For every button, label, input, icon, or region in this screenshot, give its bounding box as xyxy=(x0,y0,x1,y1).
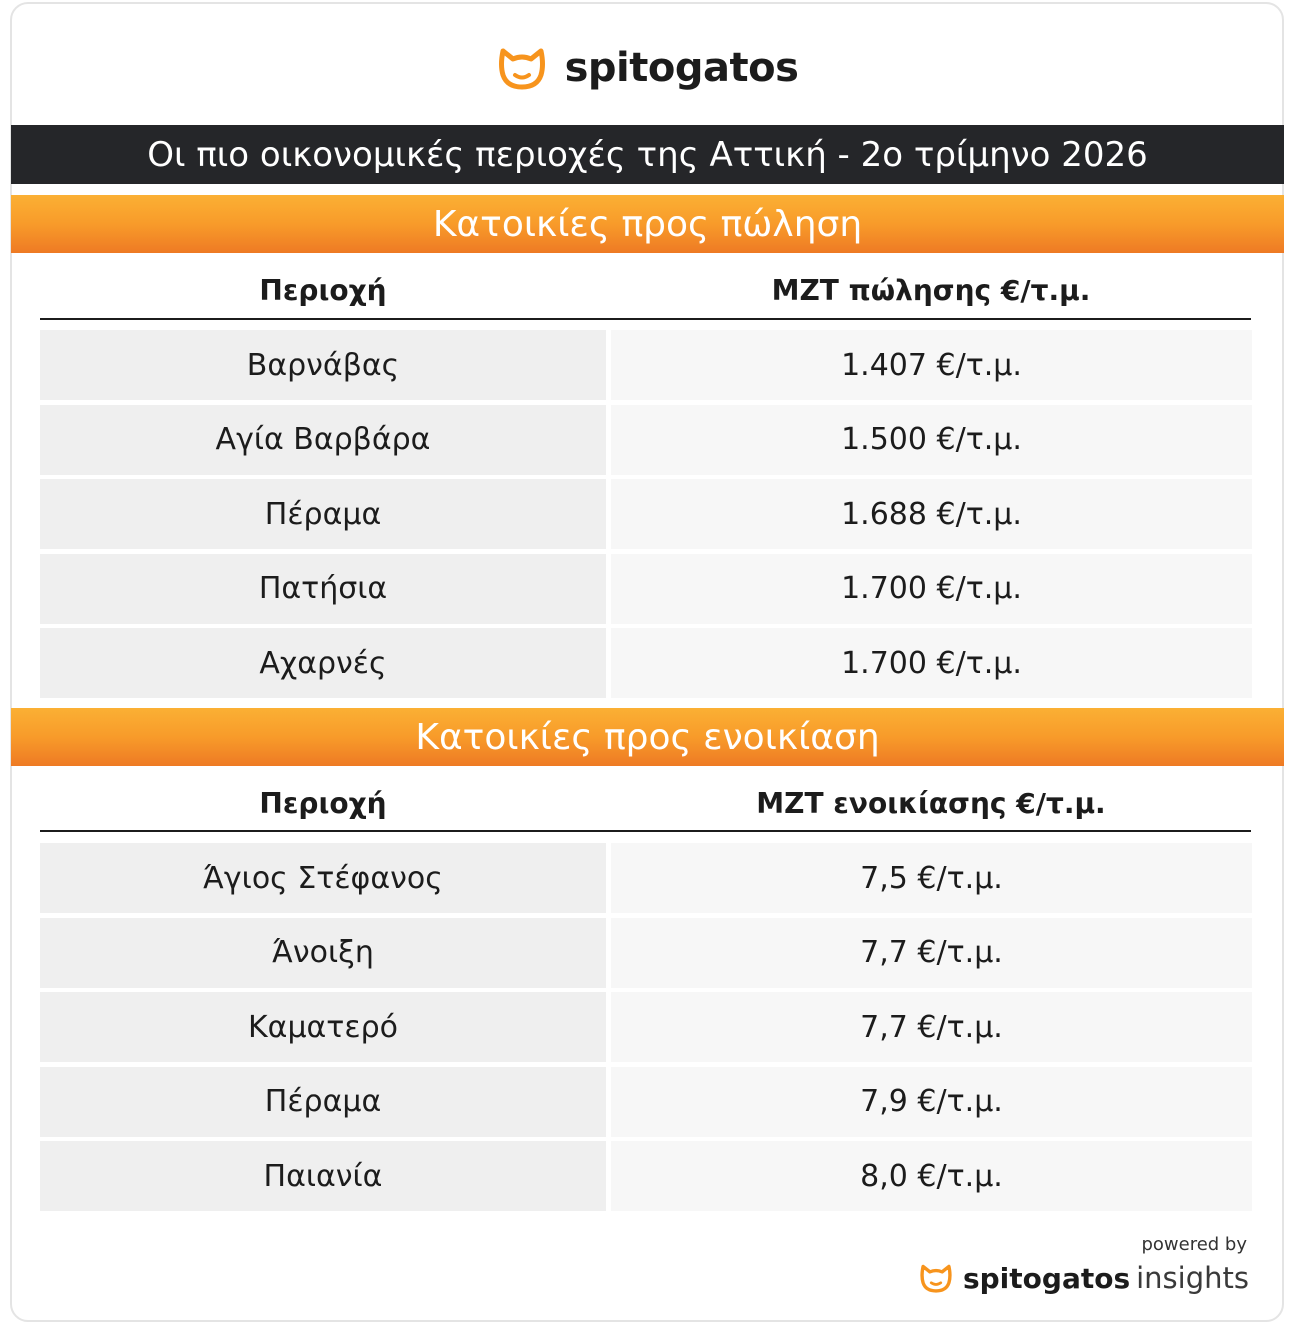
table-row xyxy=(40,479,1252,549)
area-cell: Αγία Βαρβάρα xyxy=(40,405,606,475)
price-cell: 1.407 €/τ.μ. xyxy=(611,330,1252,400)
cat-head-icon xyxy=(497,45,547,91)
sale-table xyxy=(40,330,1252,703)
area-cell: Βαρνάβας xyxy=(40,330,606,400)
area-cell: Αχαρνές xyxy=(40,628,606,698)
price-cell: 1.700 €/τ.μ. xyxy=(611,554,1252,624)
sale-header-divider xyxy=(40,318,1251,320)
table-row xyxy=(40,1067,1252,1137)
sale-section-heading: Κατοικίες προς πώληση xyxy=(11,195,1284,253)
table-row xyxy=(40,554,1252,624)
rent-section-heading: Κατοικίες προς ενοικίαση xyxy=(11,708,1284,766)
rent-col-price-header: ΜΖΤ ενοικίασης €/τ.μ. xyxy=(756,786,1106,820)
table-row xyxy=(40,628,1252,698)
price-cell: 1.500 €/τ.μ. xyxy=(611,405,1252,475)
price-cell: 8,0 €/τ.μ. xyxy=(611,1141,1252,1211)
header-brand xyxy=(0,40,1295,96)
page-title: Οι πιο οικονομικές περιοχές της Αττική - 2ο τρίμηνο 2026 xyxy=(11,125,1284,184)
price-cell: 7,5 €/τ.μ. xyxy=(611,843,1252,913)
table-row xyxy=(40,918,1252,988)
footer-brand xyxy=(919,1258,1249,1298)
price-cell: 1.700 €/τ.μ. xyxy=(611,628,1252,698)
table-row xyxy=(40,992,1252,1062)
brand-name: spitogatos xyxy=(564,45,799,91)
area-cell: Άνοιξη xyxy=(40,918,606,988)
footer-brand-name: spitogatos xyxy=(962,1261,1131,1295)
price-cell: 7,7 €/τ.μ. xyxy=(611,918,1252,988)
area-cell: Πατήσια xyxy=(40,554,606,624)
sale-col-price-header: ΜΖΤ πώλησης €/τ.μ. xyxy=(771,273,1091,307)
powered-by-label: powered by xyxy=(1141,1234,1247,1255)
footer-brand-suffix: insights xyxy=(1136,1261,1249,1295)
area-cell: Καματερό xyxy=(40,992,606,1062)
rent-table xyxy=(40,843,1252,1216)
sale-col-area-header: Περιοχή xyxy=(259,273,387,307)
area-cell: Πέραμα xyxy=(40,1067,606,1137)
price-cell: 1.688 €/τ.μ. xyxy=(611,479,1252,549)
price-cell: 7,9 €/τ.μ. xyxy=(611,1067,1252,1137)
table-row xyxy=(40,405,1252,475)
rent-header-divider xyxy=(40,830,1251,832)
table-row xyxy=(40,330,1252,400)
area-cell: Παιανία xyxy=(40,1141,606,1211)
table-row xyxy=(40,1141,1252,1211)
area-cell: Άγιος Στέφανος xyxy=(40,843,606,913)
area-cell: Πέραμα xyxy=(40,479,606,549)
table-row xyxy=(40,843,1252,913)
cat-head-icon xyxy=(919,1262,953,1294)
rent-col-area-header: Περιοχή xyxy=(259,786,387,820)
price-cell: 7,7 €/τ.μ. xyxy=(611,992,1252,1062)
